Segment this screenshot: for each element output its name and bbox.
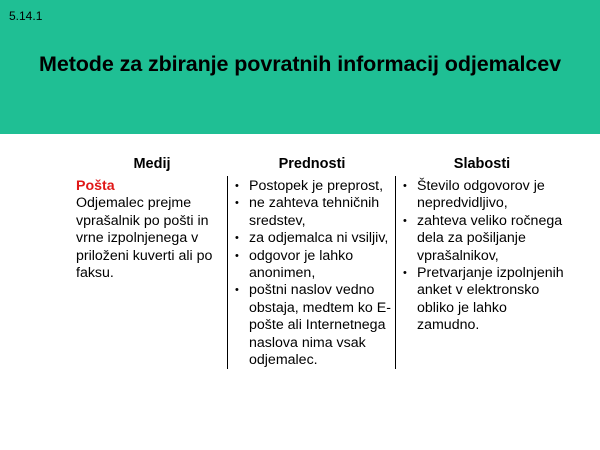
advantage-text: poštni naslov vedno obstaja, medtem ko E-pošte ali Internetnega naslova nima vsak odjemalec. — [249, 282, 391, 369]
list-item — [232, 248, 391, 283]
disadvantage-text: Pretvarjanje izpolnjenih anket v elektronsko obliko je lahko zamudno. — [417, 265, 564, 334]
slide-number: 5.14.1 — [9, 9, 43, 23]
advantage-text: ne zahteva tehničnih sredstev, — [249, 195, 380, 229]
advantage-text: za odjemalca ni vsiljiv, — [249, 230, 389, 247]
list-item — [400, 178, 568, 213]
medium-description: Odjemalec prejme vprašalnik po pošti in vrne izpolnjenega v priloženi kuverti ali po faksu. — [76, 195, 213, 282]
disadvantage-text: Število odgovorov je nepredvidljivo, — [417, 178, 545, 212]
disadvantages-cell — [396, 176, 568, 369]
list-item — [232, 178, 391, 195]
medium-label: Pošta — [76, 178, 115, 194]
bullet-icon: • — [403, 267, 407, 280]
bullet-icon: • — [235, 197, 239, 210]
advantage-text: odgovor je lahko anonimen, — [249, 247, 354, 282]
list-item — [400, 213, 568, 265]
disadvantage-text: zahteva veliko ročnega dela za pošiljanje vprašalnikov, — [417, 212, 563, 264]
medium-cell — [76, 176, 228, 369]
list-item — [232, 195, 391, 230]
slide-title: Metode za zbiranje povratnih informacij odjemalcev — [39, 52, 561, 76]
bullet-icon: • — [235, 249, 239, 262]
list-item — [400, 265, 568, 335]
bullet-icon: • — [403, 180, 407, 192]
advantages-cell — [228, 176, 396, 369]
list-item — [232, 230, 391, 247]
bullet-icon: • — [235, 232, 239, 245]
column-header-disadvantages: Slabosti — [453, 156, 511, 172]
column-header-advantages: Prednosti — [278, 156, 346, 172]
title-banner — [0, 0, 600, 134]
bullet-icon: • — [235, 284, 239, 297]
comparison-table — [76, 152, 568, 369]
bullet-icon: • — [403, 214, 407, 227]
bullet-icon: • — [235, 180, 239, 192]
disadvantages-list — [400, 178, 568, 335]
column-header-medium: Medij — [133, 156, 171, 172]
advantages-list — [232, 178, 391, 369]
list-item — [232, 282, 391, 369]
advantage-text: Postopek je preprost, — [249, 178, 384, 194]
